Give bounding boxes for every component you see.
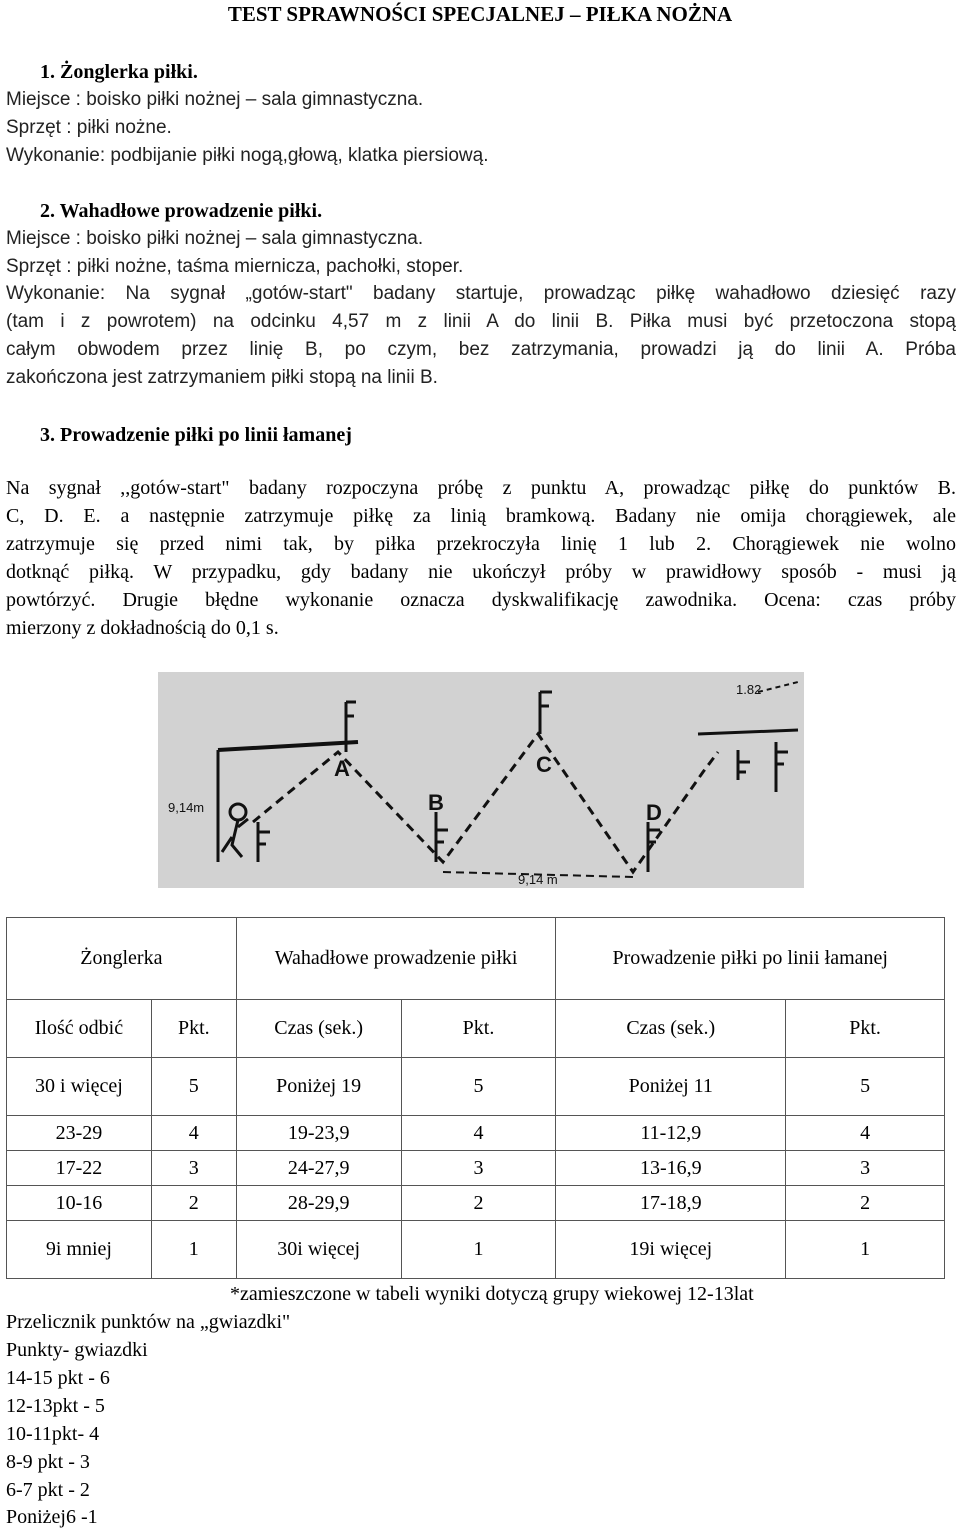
course-diagram-svg xyxy=(158,672,804,888)
stars-line: Punkty- gwiazdki xyxy=(6,1339,148,1361)
flags xyxy=(258,692,788,872)
column-header: Czas (sek.) xyxy=(236,1000,401,1058)
table-cell: 3 xyxy=(401,1151,556,1186)
group-header-row xyxy=(7,918,945,1000)
table-cell: 4 xyxy=(401,1116,556,1151)
column-header: Czas (sek.) xyxy=(556,1000,786,1058)
section2-heading: 2. Wahadłowe prowadzenie piłki. xyxy=(40,200,323,222)
label-distance: 9,14 m xyxy=(518,872,558,887)
table-cell: 4 xyxy=(786,1116,945,1151)
stars-line: 10-11pkt- 4 xyxy=(6,1423,100,1445)
table-cell: 1 xyxy=(151,1221,236,1279)
column-header: Pkt. xyxy=(786,1000,945,1058)
stars-line: 12-13pkt - 5 xyxy=(6,1395,105,1417)
column-header: Pkt. xyxy=(401,1000,556,1058)
group-header: Prowadzenie piłki po linii łamanej xyxy=(556,918,945,1000)
stars-line: 8-9 pkt - 3 xyxy=(6,1451,90,1473)
stars-line: 14-15 pkt - 6 xyxy=(6,1367,110,1389)
table-cell: Poniżej 19 xyxy=(236,1058,401,1116)
table-cell: 9i mniej xyxy=(7,1221,152,1279)
player-figure xyxy=(222,804,248,857)
section2-line: całym obwodem przez linię B, po czym, bez zatrzymania, prowadzi ją do linii A. Próba xyxy=(6,339,956,360)
table-footnote: *zamieszczone w tabeli wyniki dotyczą grupy wiekowej 12-13lat xyxy=(230,1283,754,1305)
section3-line: C, D. E. a następnie zatrzymuje piłkę za linią bramkową. Badany nie omija chorągiewek, ale xyxy=(6,505,956,527)
table-cell: 30i więcej xyxy=(236,1221,401,1279)
label-a: A xyxy=(334,756,350,781)
column-header: Pkt. xyxy=(151,1000,236,1058)
section3-line: mierzony z dokładnością do 0,1 s. xyxy=(6,617,279,639)
section2-line: (tam i z powrotem) na odcinku 4,57 m z linii A do linii B. Piłka musi być przetoczona stopą xyxy=(6,311,956,332)
flag-start xyxy=(258,822,270,862)
stars-title: Przelicznik punktów na „gwiazdki" xyxy=(6,1311,291,1333)
table-cell: 1 xyxy=(401,1221,556,1279)
section1-line: Sprzęt : piłki nożne. xyxy=(6,117,172,138)
section3-heading: 3. Prowadzenie piłki po linii łamanej xyxy=(40,424,352,446)
section1-line: Wykonanie: podbijanie piłki nogą,głową, klatka piersiową. xyxy=(6,145,489,166)
table-cell: 30 i więcej xyxy=(7,1058,152,1116)
table-cell: 23-29 xyxy=(7,1116,152,1151)
goal-line-right xyxy=(698,730,798,734)
table-cell: 11-12,9 xyxy=(556,1116,786,1151)
score-table xyxy=(6,917,945,1279)
table-cell: 17-18,9 xyxy=(556,1186,786,1221)
table-cell: 3 xyxy=(786,1151,945,1186)
table-cell: 5 xyxy=(151,1058,236,1116)
flag-b xyxy=(436,812,448,862)
section3-line: powtórzyć. Drugie błędne wykonanie oznacza dyskwalifikację zawodnika. Ocena: czas próby xyxy=(6,589,956,611)
table-row xyxy=(7,1221,945,1279)
table-row xyxy=(7,1116,945,1151)
section2-line: Wykonanie: Na sygnał „gotów-start" badany startuje, prowadząc piłkę wahadłowo dziesięć razy xyxy=(6,283,956,304)
player-head xyxy=(230,804,246,820)
page-title: TEST SPRAWNOŚCI SPECJALNEJ – PIŁKA NOŻNA xyxy=(227,2,733,26)
section2-line: Sprzęt : piłki nożne, taśma miernicza, pachołki, stoper. xyxy=(6,256,464,277)
course-diagram xyxy=(158,672,804,888)
goal-width-line xyxy=(758,682,798,692)
table-cell: 2 xyxy=(151,1186,236,1221)
flag-c xyxy=(540,692,552,734)
table-cell: 10-16 xyxy=(7,1186,152,1221)
section2-line: zakończona jest zatrzymaniem piłki stopą na linii B. xyxy=(6,367,438,388)
table-cell: 19-23,9 xyxy=(236,1116,401,1151)
section3-line: Na sygnał ,,gotów-start" badany rozpoczyna próbę z punktu A, prowadząc piłkę do punktów B. xyxy=(6,477,956,499)
table-cell: 13-16,9 xyxy=(556,1151,786,1186)
label-width: 9,14m xyxy=(168,800,205,815)
table-cell: 5 xyxy=(786,1058,945,1116)
table-cell: 17-22 xyxy=(7,1151,152,1186)
section2-line: Miejsce : boisko piłki nożnej – sala gimnastyczna. xyxy=(6,228,424,249)
table-cell: 28-29,9 xyxy=(236,1186,401,1221)
table-cell: 2 xyxy=(401,1186,556,1221)
label-goal-width: 1.82 xyxy=(736,682,762,697)
table-cell: 5 xyxy=(401,1058,556,1116)
flag-goal-1 xyxy=(776,742,788,792)
table-cell: 19i więcej xyxy=(556,1221,786,1279)
table-cell: 4 xyxy=(151,1116,236,1151)
table-row xyxy=(7,1186,945,1221)
table-cell: 3 xyxy=(151,1151,236,1186)
flag-goal-2 xyxy=(738,750,750,780)
player-body xyxy=(222,819,248,857)
label-d: D xyxy=(646,800,662,825)
section1-line: Miejsce : boisko piłki nożnej – sala gimnastyczna. xyxy=(6,89,424,110)
label-b: B xyxy=(428,790,444,815)
table-cell: 24-27,9 xyxy=(236,1151,401,1186)
group-header: Wahadłowe prowadzenie piłki xyxy=(236,918,556,1000)
table-row xyxy=(7,1151,945,1186)
table-row xyxy=(7,1058,945,1116)
section3-line: dotknąć piłką. W przypadku, gdy badany nie ukończył próby w prawidłowy sposób - musi ją xyxy=(6,561,956,583)
flag-a xyxy=(346,702,356,752)
goal-line xyxy=(218,742,358,750)
stars-line: Poniżej6 -1 xyxy=(6,1506,98,1528)
group-header: Żonglerka xyxy=(7,918,237,1000)
stars-line: 6-7 pkt - 2 xyxy=(6,1479,90,1501)
section3-line: zatrzymuje się przed nimi tak, by piłka przekroczyła linię 1 lub 2. Chorągiewek nie wolno xyxy=(6,533,956,555)
table-cell: 1 xyxy=(786,1221,945,1279)
table-cell: Poniżej 11 xyxy=(556,1058,786,1116)
column-header: Ilość odbić xyxy=(7,1000,152,1058)
label-c: C xyxy=(536,752,552,777)
column-header-row xyxy=(7,1000,945,1058)
section1-heading: 1. Żonglerka piłki. xyxy=(40,61,198,83)
table-cell: 2 xyxy=(786,1186,945,1221)
